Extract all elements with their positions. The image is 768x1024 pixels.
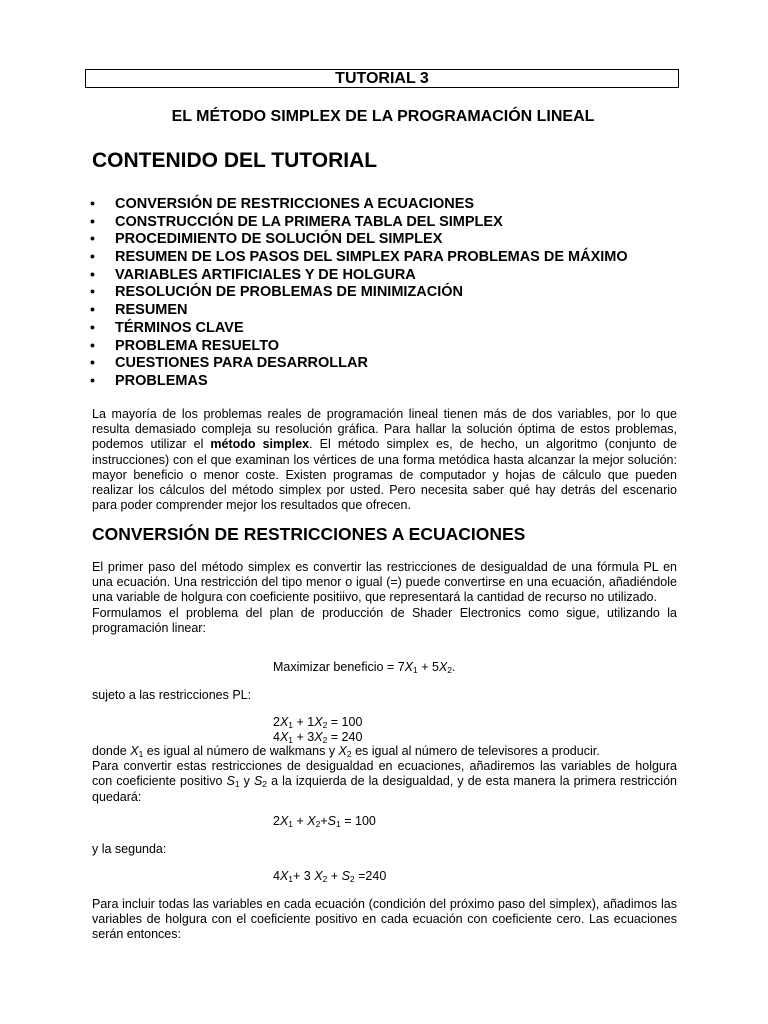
bullet-icon: • xyxy=(90,265,95,282)
subscript: 2 xyxy=(447,665,453,675)
bullet-icon: • xyxy=(90,336,95,353)
subscript: 2 xyxy=(315,819,321,829)
section-heading: CONVERSIÓN DE RESTRICCIONES A ECUACIONES xyxy=(92,524,526,544)
plus-sign: + xyxy=(417,660,432,674)
list-item-label: PROBLEMA RESUELTO xyxy=(115,337,280,354)
plus-sign: + xyxy=(293,715,308,729)
equation-2 xyxy=(273,869,386,884)
list-item-label: CONVERSIÓN DE RESTRICCIONES A ECUACIONES xyxy=(115,196,475,212)
list-item xyxy=(90,337,628,355)
var-x: X xyxy=(279,715,289,729)
var-x: X xyxy=(314,715,323,729)
donde-text: donde xyxy=(92,744,131,758)
objective-function xyxy=(273,660,456,675)
bullet-icon: • xyxy=(90,283,95,300)
bullet-icon: • xyxy=(90,248,95,265)
rhs: =240 xyxy=(354,869,387,883)
donde-text: es igual al número de walkmans y xyxy=(143,744,339,758)
contents-heading: CONTENIDO DEL TUTORIAL xyxy=(92,149,378,172)
var-x: X xyxy=(307,814,316,828)
tutorial-label: TUTORIAL 3 xyxy=(335,70,429,87)
rhs: = 100 xyxy=(340,814,376,828)
subscript: 2 xyxy=(262,779,268,790)
list-item xyxy=(90,195,628,213)
section-paragraph-3: Para incluir todas las variables en cada ecuación (condición del próximo paso del simplex), añadimos las variables de holgura con el coeficiente positivo en cada ecuación con coeficiente cero. Las ecuaciones serán entonces: xyxy=(92,897,677,942)
coef: 4 xyxy=(273,869,280,883)
constraints-intro: sujeto a las restricciones PL: xyxy=(92,688,252,702)
section-paragraph-1 xyxy=(92,560,677,636)
list-item-label: CUESTIONES PARA DESARROLLAR xyxy=(115,355,368,372)
bullet-icon: • xyxy=(90,318,95,335)
subscript: 1 xyxy=(288,819,294,829)
var-x: X xyxy=(338,744,347,758)
list-item xyxy=(90,354,628,372)
list-item-label: VARIABLES ARTIFICIALES Y DE HOLGURA xyxy=(115,266,416,283)
intro-text-start: La mayoría de los problemas reales de programación lineal tienen más de dos variables, por lo que resulta demasiado compleja su resolución gráfica. Para hallar la solución óptima de estos problemas, podemos utilizar el xyxy=(92,407,677,452)
subscript: 1 xyxy=(413,665,418,675)
var-s: S xyxy=(341,869,350,883)
plus-sign: + xyxy=(293,730,308,744)
p3-text: a la izquierda de la desigualdad, y de esta manera la primera restricción quedará: xyxy=(92,774,677,804)
var-x: X xyxy=(438,660,448,674)
section-p2-text: Formulamos el problema del plan de producción de Shader Electronics como sigue, utilizando la programación linear: xyxy=(92,605,677,635)
list-item xyxy=(90,230,628,248)
subscript: 2 xyxy=(349,874,355,884)
list-item xyxy=(90,301,628,319)
list-item xyxy=(90,213,628,231)
coef: 3 xyxy=(307,730,315,744)
second-equation-intro: y la segunda: xyxy=(92,842,167,856)
subscript: 1 xyxy=(288,720,294,730)
subscript: 1 xyxy=(336,819,341,829)
section-p1-text: El primer paso del método simplex es convertir las restricciones de desigualdad de una fórmula PL en una ecuación. Una restricción del tipo menor o igual (=) puede convertirse en una ecuación, añadiéndole una variable de holgura con coeficiente positiivo, que representará la cantidad de recurso no utilizado. xyxy=(92,560,677,605)
list-item-label: RESOLUCIÓN DE PROBLEMAS DE MINIMIZACIÓN xyxy=(115,284,464,301)
coef: 5 xyxy=(431,660,439,674)
contents-list xyxy=(90,195,628,390)
var-x: X xyxy=(314,869,323,883)
var-x: X xyxy=(130,744,139,758)
list-item-label: CONSTRUCCIÓN DE LA PRIMERA TABLA DEL SIMPLEX xyxy=(115,213,503,230)
tutorial-title-box xyxy=(85,69,679,88)
bullet-icon: • xyxy=(90,354,95,371)
coef: 2 xyxy=(273,715,280,729)
coef: 2 xyxy=(273,814,280,828)
var-s: S xyxy=(253,774,263,789)
list-item-label: RESUMEN DE LOS PASOS DEL SIMPLEX PARA PROBLEMAS DE MÁXIMO xyxy=(115,249,628,266)
var-x: X xyxy=(279,814,289,828)
var-x: X xyxy=(314,730,323,744)
subscript: 2 xyxy=(322,874,328,884)
objective-label: Maximizar beneficio = 7 xyxy=(273,660,405,674)
list-item xyxy=(90,319,628,337)
intro-bold-term: método simplex xyxy=(210,437,310,452)
bullet-icon: • xyxy=(90,195,95,211)
subscript: 2 xyxy=(322,720,328,730)
plus-sign: + xyxy=(293,814,308,828)
donde-text: es igual al número de televisores a producir. xyxy=(351,744,600,758)
subscript: 2 xyxy=(322,735,328,745)
plus-coef: + 3 xyxy=(293,869,315,883)
list-item xyxy=(90,248,628,266)
rhs: = 240 xyxy=(327,730,363,744)
coef: 1 xyxy=(307,715,315,729)
var-s: S xyxy=(226,774,235,789)
bullet-icon: • xyxy=(90,212,95,229)
rhs: = 100 xyxy=(327,715,363,729)
coef: 4 xyxy=(273,730,280,744)
intro-paragraph xyxy=(92,407,677,513)
var-x: X xyxy=(279,730,289,744)
bullet-icon: • xyxy=(90,230,95,247)
constraint-1 xyxy=(273,715,362,730)
subscript: 1 xyxy=(288,874,294,884)
list-item xyxy=(90,266,628,284)
constraint-2 xyxy=(273,730,362,745)
list-item-label: PROCEDIMIENTO DE SOLUCIÓN DEL SIMPLEX xyxy=(115,231,443,248)
var-s: S xyxy=(327,814,337,828)
p3-text: y xyxy=(239,774,254,789)
bullet-icon: • xyxy=(90,301,95,318)
list-item-label: RESUMEN xyxy=(115,302,188,319)
subscript: 2 xyxy=(346,749,352,759)
list-item xyxy=(90,283,628,301)
list-item xyxy=(90,372,628,390)
var-x: X xyxy=(404,660,413,674)
plus-sign: + xyxy=(320,814,328,828)
bullet-icon: • xyxy=(90,371,95,388)
equation-1 xyxy=(273,814,376,829)
intro-text-end: . El método simplex es, de hecho, un algoritmo (conjunto de instrucciones) con el que examinan los vértices de una forma metódica hasta alcanzar la mejor solución: mayor beneficio o menor coste. Existen programas de computador y hojas de cálculo que pueden realizar los cálculos del método simplex por usted. Pero necesita saber qué hay detrás del escenario para poder comprender mejor los resultados que ofrecen. xyxy=(92,437,677,513)
list-item-label: TÉRMINOS CLAVE xyxy=(115,319,244,336)
subscript: 1 xyxy=(138,749,144,759)
p3-text: Para convertir estas restricciones de desigualdad en ecuaciones, añadiremos las variables de holgura con coeficiente positivo xyxy=(92,759,677,789)
list-item-label: PROBLEMAS xyxy=(115,372,208,389)
subscript: 1 xyxy=(234,779,240,790)
subscript: 1 xyxy=(288,735,294,745)
var-x: X xyxy=(279,869,289,883)
section-paragraph-2 xyxy=(92,744,677,805)
period: . xyxy=(452,660,456,674)
document-subtitle: EL MÉTODO SIMPLEX DE LA PROGRAMACIÓN LINEAL xyxy=(171,108,595,125)
plus-sign: + xyxy=(327,869,342,883)
